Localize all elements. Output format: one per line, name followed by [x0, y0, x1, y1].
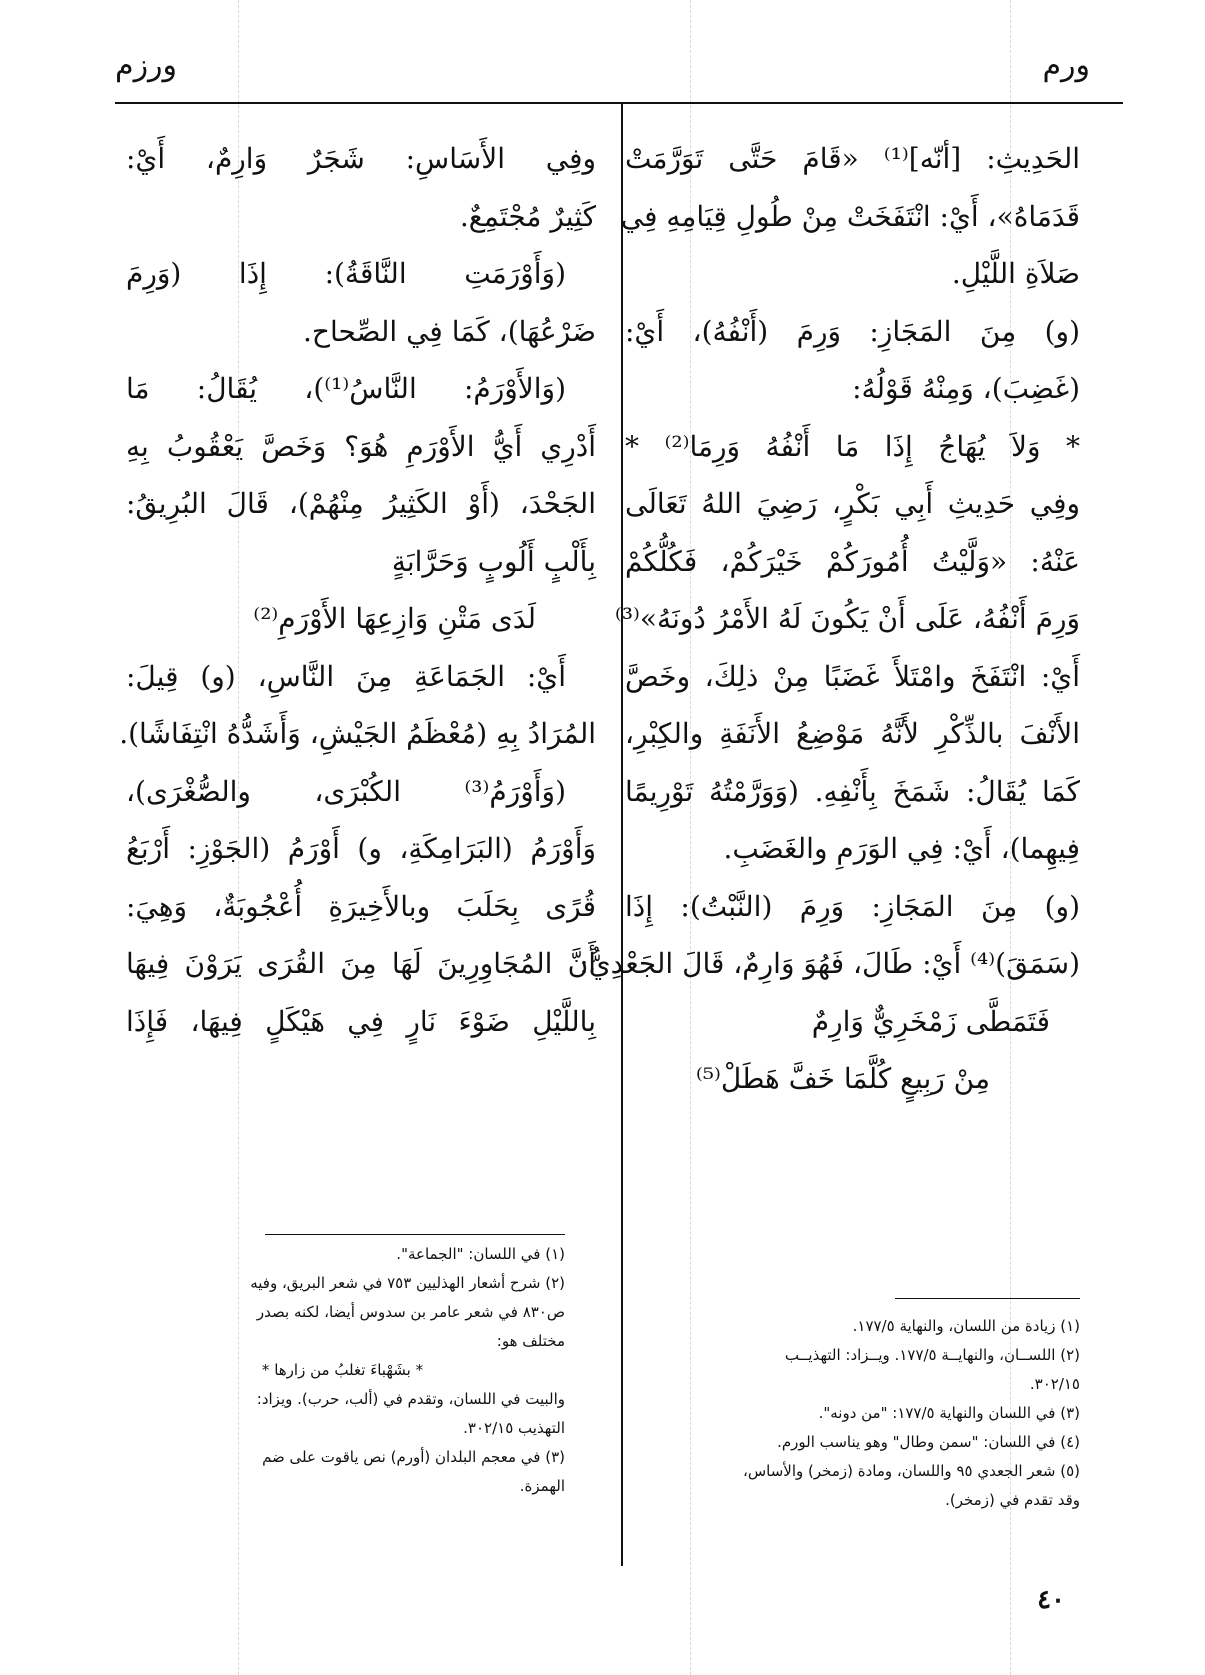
text-line: قَدَمَاهُ»، أَيْ: انْتَفَخَتْ مِنْ طُولِ قِيَامِهِ فِي	[620, 199, 1080, 233]
text-line: ضَرْعُهَا)، كَمَا فِي الصِّحاح.	[303, 314, 596, 348]
footnote: (٣) في اللسان والنهاية ١٧٧/٥: "من دونه".	[818, 1404, 1080, 1422]
text-line: الحَدِيثِ: [أنّه]⁽¹⁾ «قَامَ حَتَّى تَوَرَّمَتْ	[625, 142, 1081, 175]
verse-line: * وَلاَ يُهَاجُ إِذَا مَا أَنْفُهُ وَرِمَا⁽²⁾ *	[625, 429, 1081, 463]
header-left-word: ورزم	[115, 48, 178, 83]
text-line: (غَضِبَ)، وَمِنْهُ قَوْلُهُ:	[852, 372, 1080, 405]
page-number: ٤٠	[1037, 1585, 1065, 1615]
footnotes-left	[120, 1240, 565, 1501]
footnote: (١) في اللسان: "الجماعة".	[396, 1245, 565, 1263]
text-line: (و) مِنَ المَجَازِ: وَرِمَ (النَّبْتُ): إِذَا	[625, 889, 1080, 923]
text-line: أَيْ: الجَمَاعَةِ مِنَ النَّاسِ، (و) قِيلَ:	[126, 659, 566, 693]
footnote-rule-left	[265, 1234, 565, 1235]
column-divider	[621, 104, 623, 1566]
text-line: بِاللَّيْلِ ضَوْءَ نَارٍ فِي هَيْكَلٍ فِيهَا، فَإِذَا	[126, 1004, 596, 1038]
text-line: عَنْهُ: «وَلَّيْتُ أُمُورَكُمْ خَيْرَكُمْ، فَكُلُّكُمْ	[625, 544, 1080, 578]
text-line: (سَمَقَ)⁽⁴⁾ أَيْ: طَالَ، فَهُوَ وَارِمٌ، قَالَ الجَعْدِيُّ:	[579, 947, 1080, 980]
footnote: ٣٠٢/١٥.	[1029, 1375, 1080, 1393]
footnote: الهمزة.	[519, 1477, 565, 1495]
text-line: أَيْ: انْتَفَخَ وامْتَلأَ غَضَبًا مِنْ ذلِكَ، وخَصَّ	[625, 659, 1080, 693]
footnote: (٢) شرح أشعار الهذليين ٧٥٣ في شعر البريق، وفيه	[250, 1274, 565, 1292]
text-line: الأَنْفَ بالذِّكْرِ لأَنَّهُ مَوْضِعُ الأَنَفَةِ والكِبْرِ،	[625, 717, 1080, 750]
text-line: (و) مِنَ المَجَازِ: وَرِمَ (أَنْفُهُ)، أَيْ:	[625, 314, 1080, 348]
footnote: (١) زيادة من اللسان، والنهاية ١٧٧/٥.	[852, 1317, 1080, 1335]
footnote: وقد تقدم في (زمخر).	[945, 1491, 1080, 1509]
text-line: وفِي حَدِيثِ أَبِي بَكْرٍ، رَضِيَ اللهُ تَعَالَى	[625, 487, 1080, 520]
text-line: وَرِمَ أَنْفُهُ، عَلَى أَنْ يَكُونَ لَهُ الأَمْرُ دُونَهُ»⁽³⁾	[614, 602, 1080, 635]
footnote: والبيت في اللسان، وتقدم في (ألب، حرب). ويزاد:	[256, 1390, 565, 1408]
text-line: (وَأَوْرَمَتِ النَّاقَةُ): إِذَا (وَرِمَ	[126, 257, 566, 290]
left-column	[119, 130, 596, 1050]
footnote: التهذيب ٣٠٢/١٥.	[463, 1419, 565, 1437]
text-line: وَأَوْرَمُ (البَرَامِكَةِ، و) أَوْرَمُ (الجَوْزِ: أَرْبَعُ	[126, 832, 596, 865]
text-line: وفِي الأَسَاسِ: شَجَرٌ وَارِمٌ، أَيْ:	[126, 142, 596, 175]
text-line: كَثِيرٌ مُجْتَمِعٌ.	[459, 199, 596, 233]
verse-line: فَتَمَطَّى زَمْخَرِيٌّ وَارِمٌ	[811, 1004, 1050, 1038]
footnote: (٥) شعر الجعدي ٩٥ واللسان، ومادة (زمخر) والأساس،	[743, 1462, 1080, 1480]
footnotes-right	[625, 1312, 1080, 1515]
text-line: أَنَّ المُجَاوِرِينَ لَهَا مِنَ القُرَى يَرَوْنَ فِيهَا	[126, 947, 596, 980]
footnote: ص٨٣٠ في شعر عامر بن سدوس أيضا، لكنه بصدر	[256, 1303, 565, 1321]
text-line: (وَالأَوْرَمُ: النَّاسُ⁽¹⁾)، يُقَالُ: مَا	[126, 372, 566, 405]
verse-line: لَدَى مَتْنِ وَازِعِهَا الأَوْرَمِ⁽²⁾	[253, 602, 536, 635]
footnote: مختلف هو:	[496, 1332, 565, 1350]
text-line: كَمَا يُقَالُ: شَمَخَ بِأَنْفِهِ. (وَوَرَّمْتُهُ تَوْرِيمًا	[625, 774, 1080, 808]
header-rule	[115, 102, 1123, 104]
text-line: (وَأَوْرَمُ⁽³⁾ الكُبْرَى، والصُّغْرَى)،	[126, 774, 566, 808]
footnote-verse: * بشَهْباءَ تغلبُ من زارها *	[261, 1361, 424, 1379]
header-right-word: ورم	[1042, 48, 1090, 83]
text-line: صَلاَةِ اللَّيْلِ.	[951, 257, 1080, 290]
text-line: قُرًى بِحَلَبَ وبالأَخِيرَةِ أُعْجُوبَةٌ، وَهِيَ:	[126, 889, 596, 923]
text-line: المُرَادُ بِهِ (مُعْظَمُ الجَيْشِ، وَأَشَدُّهُ انْتِفَاشًا).	[119, 717, 596, 750]
footnote: (٢) اللســان، والنهايــة ١٧٧/٥. ويــزاد: التهذيــب	[784, 1346, 1080, 1364]
verse-line: مِنْ رَبِيعٍ كُلَّمَا خَفَّ هَطَلْ⁽⁵⁾	[695, 1062, 990, 1095]
footnote: (٤) في اللسان: "سمن وطال" وهو يناسب الورم.	[777, 1433, 1080, 1451]
footnote-rule-right	[895, 1298, 1080, 1299]
footnote: (٣) في معجم البلدان (أورم) نص ياقوت على ضم	[262, 1448, 565, 1466]
right-column	[579, 130, 1081, 1108]
text-line: الجَحْدَ، (أَوْ الكَثِيرُ مِنْهُمْ)، قَالَ البُرِيقُ:	[126, 487, 596, 520]
text-line: أَدْرِي أَيُّ الأَوْرَمِ هُوَ؟ وَخَصَّ يَعْقُوبُ بِهِ	[126, 429, 596, 463]
text-line: فِيهِما)، أَيْ: فِي الوَرَمِ والغَضَبِ.	[723, 832, 1080, 865]
verse-line: بِأَلْبٍ أَلُوبٍ وَحَرَّابَةٍ	[391, 544, 596, 578]
